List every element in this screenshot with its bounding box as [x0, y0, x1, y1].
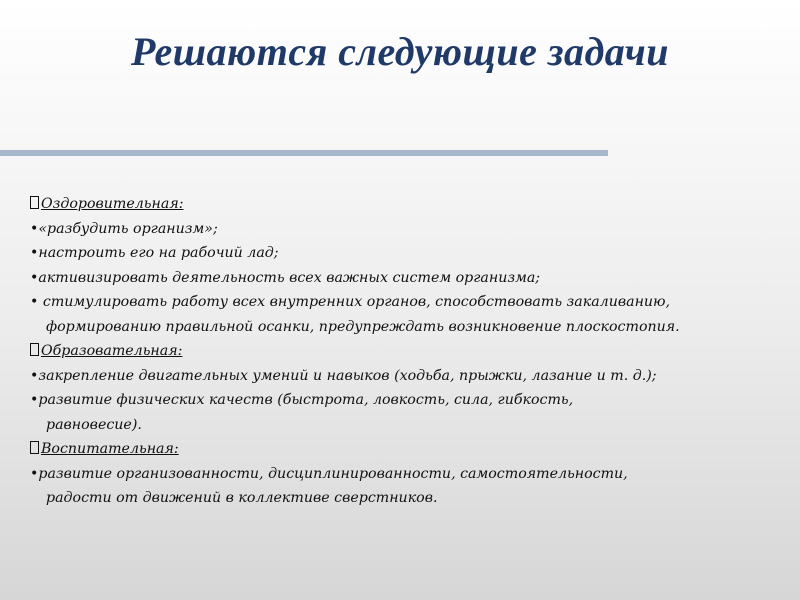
task-list — [30, 192, 790, 511]
list-item-continuation: равновесие). — [46, 416, 142, 433]
checkbox-icon — [30, 196, 39, 209]
bullet-icon: • — [30, 294, 43, 310]
list-item: •настроить его на рабочий лад; — [30, 245, 279, 261]
title-divider — [0, 150, 608, 156]
bullet-icon: • — [30, 269, 39, 286]
section-heading-upbringing: Воспитательная: — [30, 437, 790, 462]
bullet-icon: • — [30, 245, 39, 261]
list-item: •активизировать деятельность всех важных систем организма; — [30, 269, 541, 286]
slide-title: Решаются следующие задачи — [130, 29, 670, 74]
section-heading-health: Оздоровительная: — [30, 192, 790, 217]
bullet-icon: • — [30, 220, 39, 237]
section-heading-education: Образовательная: — [30, 339, 790, 364]
bullet-icon: • — [30, 367, 39, 384]
list-item: •развитие физических качеств (быстрота, ловкость, сила, гибкость, — [30, 392, 574, 408]
list-item-continuation: формированию правильной осанки, предупреждать возникновение плоскостопия. — [46, 318, 680, 335]
list-item: • стимулировать работу всех внутренних органов, способствовать закаливанию, — [30, 294, 671, 310]
list-item: •развитие организованности, дисциплинированности, самостоятельности, — [30, 465, 628, 482]
list-item-continuation: радости от движений в коллективе сверстников. — [46, 490, 438, 506]
checkbox-icon — [30, 343, 39, 356]
bullet-icon: • — [30, 465, 39, 482]
list-item: •«разбудить организм»; — [30, 220, 218, 237]
bullet-icon: • — [30, 392, 39, 408]
checkbox-icon — [30, 441, 39, 454]
list-item: •закрепление двигательных умений и навыков (ходьба, прыжки, лазание и т. д.); — [30, 367, 657, 384]
